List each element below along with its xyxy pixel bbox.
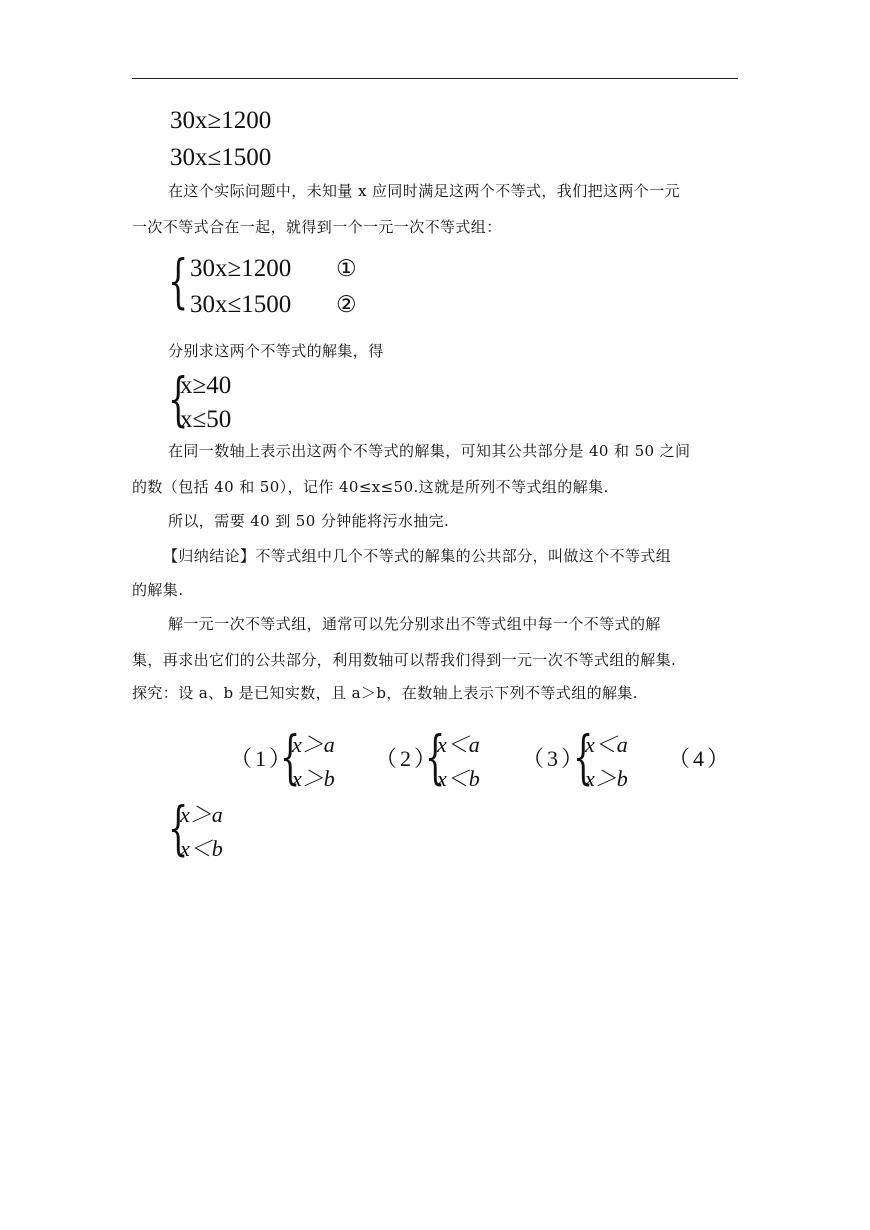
exercise-3-brace: {	[573, 723, 594, 791]
exercise-1-label: （1）	[230, 746, 295, 771]
system-1-row-1: 30x≥1200	[190, 255, 292, 282]
exercise-3-row-2: x＞b	[585, 766, 628, 791]
exercise-4-row-1: x＞a	[180, 802, 223, 827]
paragraph-3-line-1: 在同一数轴上表示出这两个不等式的解集，可知其公共部分是 40 和 50 之间	[168, 442, 691, 460]
exercise-4-row-2: x＜b	[180, 836, 223, 861]
system-1-row-2: 30x≤1500	[190, 291, 292, 318]
paragraph-5-line-1: 解一元一次不等式组，通常可以先分别求出不等式组中每一个不等式的解	[168, 615, 661, 633]
exercise-4-label: （4）	[668, 746, 733, 771]
paragraph-1-line-1: 在这个实际问题中，未知量 x 应同时满足这两个不等式，我们把这两个一元	[168, 182, 680, 200]
exercise-1-brace: {	[280, 723, 301, 791]
conclusion-text: 不等式组中几个不等式的解集的公共部分，叫做这个不等式组	[255, 547, 672, 565]
exercise-1-row-2: x＞b	[292, 766, 335, 791]
conclusion-label: 【归纳结论】	[163, 547, 256, 565]
brace-system-2: {	[168, 365, 189, 433]
system-2-row-1: x≥40	[180, 372, 232, 399]
exercise-2-brace: {	[425, 723, 446, 791]
paragraph-3-line-2: 的数（包括 40 和 50），记作 40≤x≤50.这就是所列不等式组的解集.	[132, 478, 609, 496]
header-rule	[132, 78, 738, 79]
exercise-3-row-1: x＜a	[585, 732, 628, 757]
paragraph-5-line-2: 集，再求出它们的公共部分，利用数轴可以帮我们得到一元一次不等式组的解集.	[132, 651, 677, 669]
circled-number-1: ①	[336, 256, 357, 282]
exercise-2-label: （2）	[375, 746, 440, 771]
paragraph-2: 分别求这两个不等式的解集，得	[168, 342, 384, 360]
exercise-3-label: （3）	[522, 746, 587, 771]
brace-system-1: {	[168, 247, 189, 315]
inequality-2: 30x≤1500	[170, 144, 272, 171]
exercise-1-row-1: x＞a	[292, 732, 335, 757]
exercise-4-brace: {	[168, 794, 189, 862]
system-2-row-2: x≤50	[180, 406, 232, 433]
exercise-2-row-2: x＜b	[437, 766, 480, 791]
paragraph-4: 所以，需要 40 到 50 分钟能将污水抽完.	[168, 512, 450, 530]
explore-prompt: 探究：设 a、b 是已知实数，且 a＞b，在数轴上表示下列不等式组的解集.	[132, 684, 638, 702]
circled-number-2: ②	[336, 292, 357, 318]
paragraph-1-line-2: 一次不等式合在一起，就得到一个一元一次不等式组：	[132, 218, 502, 236]
inequality-1: 30x≥1200	[170, 107, 272, 134]
exercise-2-row-1: x＜a	[437, 732, 480, 757]
conclusion-line-1	[163, 546, 671, 566]
conclusion-line-2: 的解集.	[132, 581, 184, 599]
